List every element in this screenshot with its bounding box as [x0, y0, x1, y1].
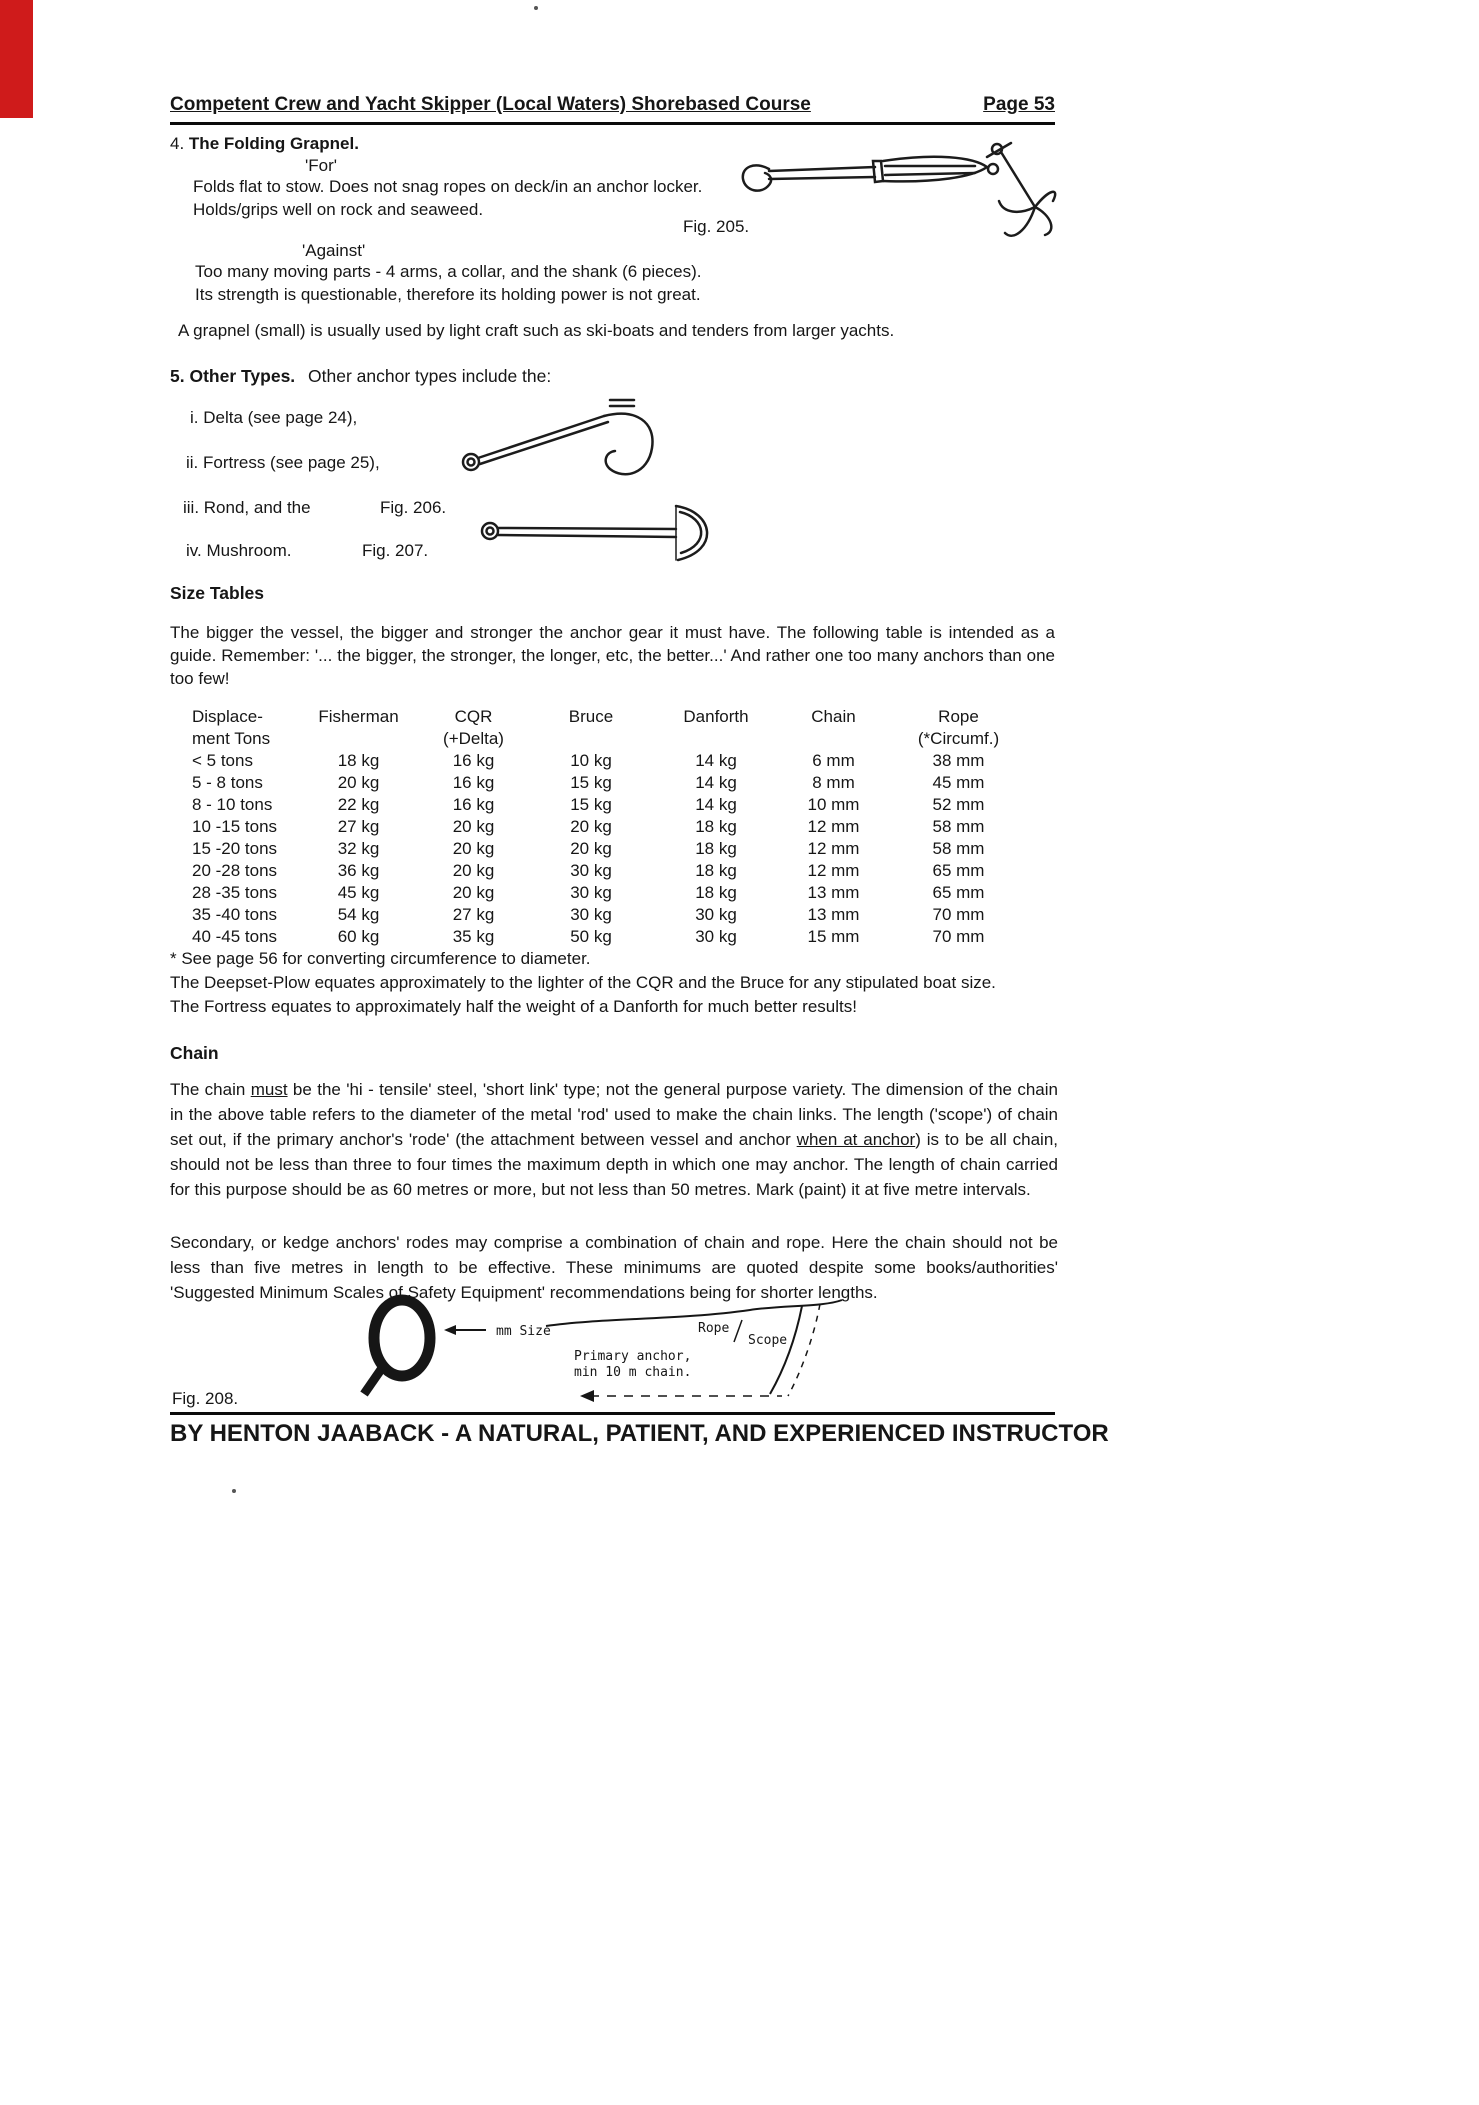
delta-anchor-figure [458, 398, 670, 498]
chain-paragraph-text: be the 'hi - tensile' steel, 'short link' type; not the general purpose variety. The dimension of the chain in the above table refers to the diameter of the metal 'rod' used to make the chain links. The length ('scope') of chain set out, if the primary anchor's 'rode' (the attachment between vessel and anchor [170, 1080, 1058, 1149]
size-table-cell: 30 kg [570, 905, 612, 924]
against-label: 'Against' [302, 241, 366, 260]
size-table-header-cell: (*Circumf.) [917, 729, 1000, 748]
size-table-cell: 60 kg [337, 927, 380, 946]
size-table-cell: 38 mm [932, 751, 985, 770]
size-table-header-row-1 [186, 707, 1031, 729]
size-table-header-cell: Danforth [683, 707, 749, 726]
list-item-mushroom: iv. Mushroom. [186, 541, 292, 560]
size-table-cell: < 5 tons [192, 751, 253, 770]
section5-title: Other Types. [189, 366, 296, 386]
size-table-cell: 20 kg [337, 773, 380, 792]
size-table-cell: 6 mm [812, 751, 855, 770]
size-table-cell: 20 kg [452, 883, 495, 902]
size-table-header-cell: Bruce [568, 707, 614, 726]
grapnel-usage-note: A grapnel (small) is usually used by light craft such as ski-boats and tenders from larger yachts. [178, 321, 895, 340]
size-table-cell: 27 kg [452, 905, 495, 924]
size-table-cell: 54 kg [337, 905, 380, 924]
size-table-cell: 65 mm [932, 861, 985, 880]
against-point-1: Too many moving parts - 4 arms, a collar, and the shank (6 pieces). [195, 262, 702, 281]
size-table-cell: 20 kg [570, 817, 612, 836]
size-table-header-cell: (+Delta) [443, 729, 504, 748]
section5-number: 5. [170, 366, 185, 386]
size-table-cell: 15 kg [570, 773, 612, 792]
size-table-cell: 36 kg [337, 861, 380, 880]
size-table-header-row-2 [186, 729, 1031, 751]
footer-rule [170, 1412, 1055, 1415]
size-table-cell: 45 mm [932, 773, 985, 792]
size-tables-heading: Size Tables [170, 583, 265, 603]
scan-speck [232, 1489, 236, 1493]
size-table-cell: 8 - 10 tons [192, 795, 273, 814]
course-title: Competent Crew and Yacht Skipper (Local Waters) Shorebased Course [170, 94, 811, 115]
size-table-cell: 16 kg [452, 795, 495, 814]
list-item-delta: i. Delta (see page 24), [190, 408, 358, 427]
section5-heading [170, 366, 551, 387]
size-table-cell: 16 kg [452, 773, 495, 792]
scan-speck [534, 6, 538, 10]
size-table-cell: 5 - 8 tons [192, 773, 263, 792]
size-table-cell: 14 kg [695, 795, 737, 814]
chain-paragraph-2: Secondary, or kedge anchors' rodes may comprise a combination of chain and rope. Here the chain should not be less than five metres in length to be effective. These minimums are quoted despite some books/authorities' 'Suggested Minimum Scales of Safety Equipment' recommendations being for shorter lengths. [170, 1233, 1058, 1302]
size-table-cell: 18 kg [695, 839, 737, 858]
size-table-cell: 32 kg [337, 839, 380, 858]
size-table-cell: 65 mm [932, 883, 985, 902]
size-table-cell: 35 kg [452, 927, 495, 946]
size-table-cell: 30 kg [695, 905, 737, 924]
fig208-rope-label: Rope [698, 1321, 730, 1336]
size-table-cell: 20 kg [452, 861, 495, 880]
size-table-cell: 15 mm [807, 927, 860, 946]
for-point-2: Holds/grips well on rock and seaweed. [193, 200, 484, 219]
size-table-cell: 22 kg [337, 795, 380, 814]
size-table-row [186, 905, 1031, 927]
size-table-header-cell: Chain [811, 707, 856, 726]
size-table-cell: 30 kg [570, 883, 612, 902]
size-table-cell: 28 -35 tons [192, 883, 278, 902]
size-table-cell: 20 kg [452, 839, 495, 858]
size-table-cell: 35 -40 tons [192, 905, 278, 924]
size-table-header-cell: CQR [454, 707, 493, 726]
size-table-cell: 58 mm [932, 839, 985, 858]
page-header [170, 94, 1055, 125]
size-table-cell: 8 mm [812, 773, 855, 792]
list-item-fortress: ii. Fortress (see page 25), [186, 453, 380, 472]
size-table-cell: 12 mm [807, 839, 860, 858]
fig208-anchor-note-line2: min 10 m chain. [574, 1365, 692, 1380]
page-number: Page 53 [983, 94, 1055, 115]
size-table-cell: 45 kg [337, 883, 380, 902]
size-table-cell: 30 kg [695, 927, 737, 946]
size-table-cell: 18 kg [695, 817, 737, 836]
size-table-cell: 20 -28 tons [192, 861, 278, 880]
size-table-cell: 70 mm [932, 927, 985, 946]
chain-paragraph-text: ) is to be all chain, should not be less than three to four times the maximum depth in which one may anchor. The length of chain carried for this purpose should be as 60 metres or more, but not less than 50 metres. Mark (paint) it at five metre intervals. [170, 1130, 1059, 1199]
footnote-circumference: * See page 56 for converting circumference to diameter. [170, 949, 591, 968]
size-table-footnotes [170, 947, 996, 1019]
fig-208-caption: Fig. 208. [172, 1389, 239, 1408]
size-table-cell: 10 mm [807, 795, 860, 814]
size-table-row [186, 773, 1031, 795]
fig-206-caption: Fig. 206. [380, 498, 447, 517]
size-table-body [186, 751, 1031, 949]
size-table-header-cell: ment Tons [192, 729, 271, 748]
size-table-cell: 18 kg [695, 861, 737, 880]
size-table-cell: 40 -45 tons [192, 927, 278, 946]
size-table-cell: 50 kg [570, 927, 612, 946]
red-margin-mark [0, 0, 33, 118]
section4-heading [170, 133, 359, 155]
size-table-cell: 18 kg [337, 751, 380, 770]
size-table-cell: 15 -20 tons [192, 839, 278, 858]
size-table-cell: 52 mm [932, 795, 985, 814]
size-table-cell: 14 kg [695, 773, 737, 792]
list-item-rond: iii. Rond, and the [183, 498, 311, 517]
section4-title: The Folding Grapnel. [188, 134, 359, 153]
for-point-1: Folds flat to stow. Does not snag ropes on deck/in an anchor locker. [193, 177, 703, 196]
size-table-row [186, 795, 1031, 817]
size-table-header-cell: Rope [938, 707, 979, 726]
folding-grapnel-figure [735, 135, 1060, 265]
size-table-cell: 10 kg [570, 751, 612, 770]
size-table-row [186, 839, 1031, 861]
size-table-cell: 27 kg [337, 817, 380, 836]
size-table-row [186, 751, 1031, 773]
size-table-cell: 13 mm [807, 883, 860, 902]
fig208-mm-size-label: mm Size [496, 1324, 551, 1339]
size-table-row [186, 883, 1031, 905]
fig208-scope-label: Scope [748, 1333, 788, 1348]
size-table-cell: 20 kg [570, 839, 612, 858]
size-table-cell: 58 mm [932, 817, 985, 836]
size-table-cell: 12 mm [807, 861, 860, 880]
size-table-header-cell: Displace- [192, 707, 263, 726]
footnote-deepset-plow: The Deepset-Plow equates approximately to the lighter of the CQR and the Bruce for any stipulated boat size. [170, 973, 996, 992]
fig208-anchor-note-line1: Primary anchor, [574, 1349, 692, 1364]
size-table-cell: 12 mm [807, 817, 860, 836]
against-point-2: Its strength is questionable, therefore its holding power is not great. [195, 285, 701, 304]
size-table-cell: 16 kg [452, 751, 495, 770]
size-table-row [186, 817, 1031, 839]
footer-byline: BY HENTON JAABACK - A NATURAL, PATIENT, AND EXPERIENCED INSTRUCTOR [170, 1420, 1109, 1447]
fig-205-caption: Fig. 205. [683, 217, 750, 236]
size-table-cell: 15 kg [570, 795, 612, 814]
size-table-row [186, 927, 1031, 949]
size-table-cell: 18 kg [695, 883, 737, 902]
scope-diagram-figure [350, 1290, 870, 1405]
size-table-cell: 20 kg [452, 817, 495, 836]
for-label: 'For' [305, 156, 337, 175]
mushroom-anchor-figure [478, 500, 740, 564]
chain-paragraph-underlined: must [250, 1080, 288, 1099]
size-table-cell: 14 kg [695, 751, 737, 770]
size-table-cell: 13 mm [807, 905, 860, 924]
size-table [186, 707, 1031, 949]
size-table-cell: 70 mm [932, 905, 985, 924]
chain-paragraph-text: The chain [170, 1080, 251, 1099]
size-table-header-cell: Fisherman [318, 707, 399, 726]
size-table-row [186, 861, 1031, 883]
chain-paragraph-underlined: when at anchor [796, 1130, 916, 1149]
section4-number: 4. [170, 134, 185, 153]
size-tables-intro: The bigger the vessel, the bigger and stronger the anchor gear it must have. The following table is intended as a guide. Remember: '... the bigger, the stronger, the longer, etc, the better...' And rather one too many anchors than one too few! [170, 623, 1055, 688]
section5-intro: Other anchor types include the: [308, 366, 552, 386]
fig-207-caption: Fig. 207. [362, 541, 429, 560]
chain-paragraph-1 [170, 1077, 1058, 1202]
footnote-fortress: The Fortress equates to approximately half the weight of a Danforth for much better results! [170, 997, 857, 1016]
chain-heading: Chain [170, 1043, 219, 1063]
size-table-cell: 30 kg [570, 861, 612, 880]
size-table-cell: 10 -15 tons [192, 817, 278, 836]
